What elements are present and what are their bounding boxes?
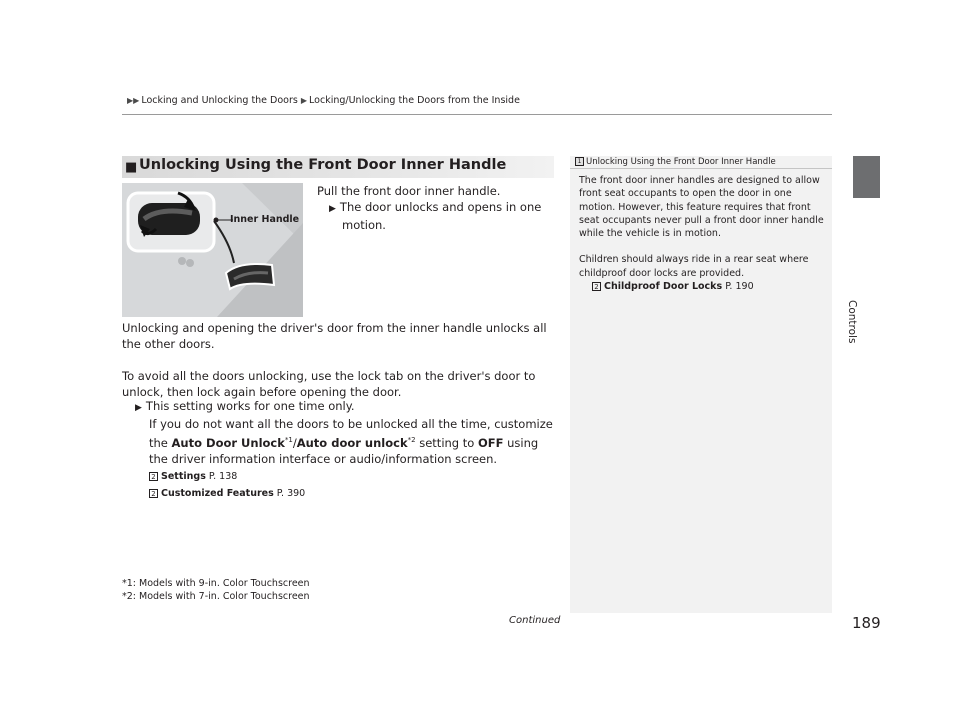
note-divider bbox=[570, 168, 832, 169]
reference-icon: 2 bbox=[149, 489, 158, 498]
paragraph-unlock-all: Unlocking and opening the driver's door from the inner handle unlocks all the other doors. bbox=[122, 321, 547, 351]
reference-link-settings[interactable] bbox=[135, 470, 555, 484]
slash-separator: / bbox=[292, 435, 297, 450]
breadcrumb-item[interactable]: Locking and Unlocking the Doors bbox=[141, 95, 298, 106]
reference-link-childproof[interactable] bbox=[579, 280, 827, 293]
note-heading-text: Unlocking Using the Front Door Inner Handle bbox=[586, 157, 776, 167]
continued-label: Continued bbox=[509, 615, 561, 626]
reference-page[interactable]: P. 190 bbox=[725, 281, 754, 293]
reference-page[interactable]: P. 390 bbox=[276, 487, 306, 499]
section-square-icon: ■ bbox=[125, 160, 138, 175]
double-arrow-icon: ▶▶ bbox=[127, 96, 140, 105]
note-paragraph: The front door inner handles are designed to allow front seat occupants to open the door in one motion. However, this feature requires that front seat occupants never pull a front door inner handle while the vehicle is in motion. bbox=[579, 175, 824, 240]
reference-page[interactable]: P. 138 bbox=[208, 470, 238, 482]
section-title: Unlocking Using the Front Door Inner Handle bbox=[139, 157, 507, 173]
customize-text: using the driver information interface or audio/information screen. bbox=[149, 435, 539, 466]
reference-title[interactable]: Settings bbox=[161, 470, 206, 482]
bullet-arrow-icon: ▶ bbox=[135, 403, 142, 413]
breadcrumb-item[interactable]: Locking/Unlocking the Doors from the Inside bbox=[309, 95, 520, 106]
bullet-text: This setting works for one time only. bbox=[145, 399, 355, 413]
footnotes bbox=[122, 577, 310, 603]
note-paragraph: Children should always ride in a rear seat where childproof door locks are provided. bbox=[579, 254, 809, 279]
inner-handle-callout: Inner Handle bbox=[230, 214, 300, 225]
setting-note-bullet bbox=[135, 398, 555, 416]
note-heading bbox=[575, 157, 776, 167]
footnote-marker: *1 bbox=[284, 436, 293, 444]
customize-text: If you do not want all the doors to be unlocked all the time, customize the bbox=[149, 417, 553, 450]
note-body bbox=[579, 174, 827, 293]
auto-door-unlock-setting: Auto Door Unlock bbox=[171, 435, 285, 450]
reference-icon: 2 bbox=[592, 282, 601, 291]
breadcrumb bbox=[127, 95, 520, 106]
reference-title[interactable]: Customized Features bbox=[161, 487, 274, 499]
footnote-2: *2: Models with 7-in. Color Touchscreen bbox=[122, 591, 310, 602]
header-divider bbox=[122, 114, 832, 115]
off-value: OFF bbox=[477, 435, 504, 450]
setting-note-block bbox=[135, 398, 555, 501]
reference-link-customized-features[interactable] bbox=[135, 487, 555, 501]
chapter-tab-label[interactable]: Controls bbox=[846, 300, 858, 344]
result-arrow-icon: ▶ bbox=[329, 204, 336, 214]
reference-title[interactable]: Childproof Door Locks bbox=[604, 281, 723, 293]
reference-icon: 2 bbox=[149, 472, 158, 481]
arrow-icon: ▶ bbox=[300, 96, 308, 105]
instruction-step: Pull the front door inner handle. bbox=[317, 184, 501, 198]
result-text: The door unlocks and opens in one motion. bbox=[339, 200, 542, 232]
footnote-marker: *2 bbox=[407, 436, 416, 444]
door-handle-drawing bbox=[122, 183, 303, 317]
customize-text: setting to bbox=[415, 435, 478, 450]
instruction-block bbox=[317, 183, 552, 233]
note-icon: 1 bbox=[575, 157, 584, 166]
customize-instruction bbox=[135, 416, 555, 467]
footnote-1: *1: Models with 9-in. Color Touchscreen bbox=[122, 578, 310, 589]
instruction-result bbox=[327, 199, 552, 233]
chapter-tab-marker bbox=[853, 156, 880, 198]
page-number: 189 bbox=[852, 614, 881, 632]
paragraph-avoid-unlock: To avoid all the doors unlocking, use the lock tab on the driver's door to unlock, then lock again before opening the door. bbox=[122, 369, 536, 399]
door-handle-illustration bbox=[122, 183, 303, 317]
section-heading bbox=[122, 156, 554, 178]
auto-door-unlock-setting: Auto door unlock bbox=[296, 435, 408, 450]
